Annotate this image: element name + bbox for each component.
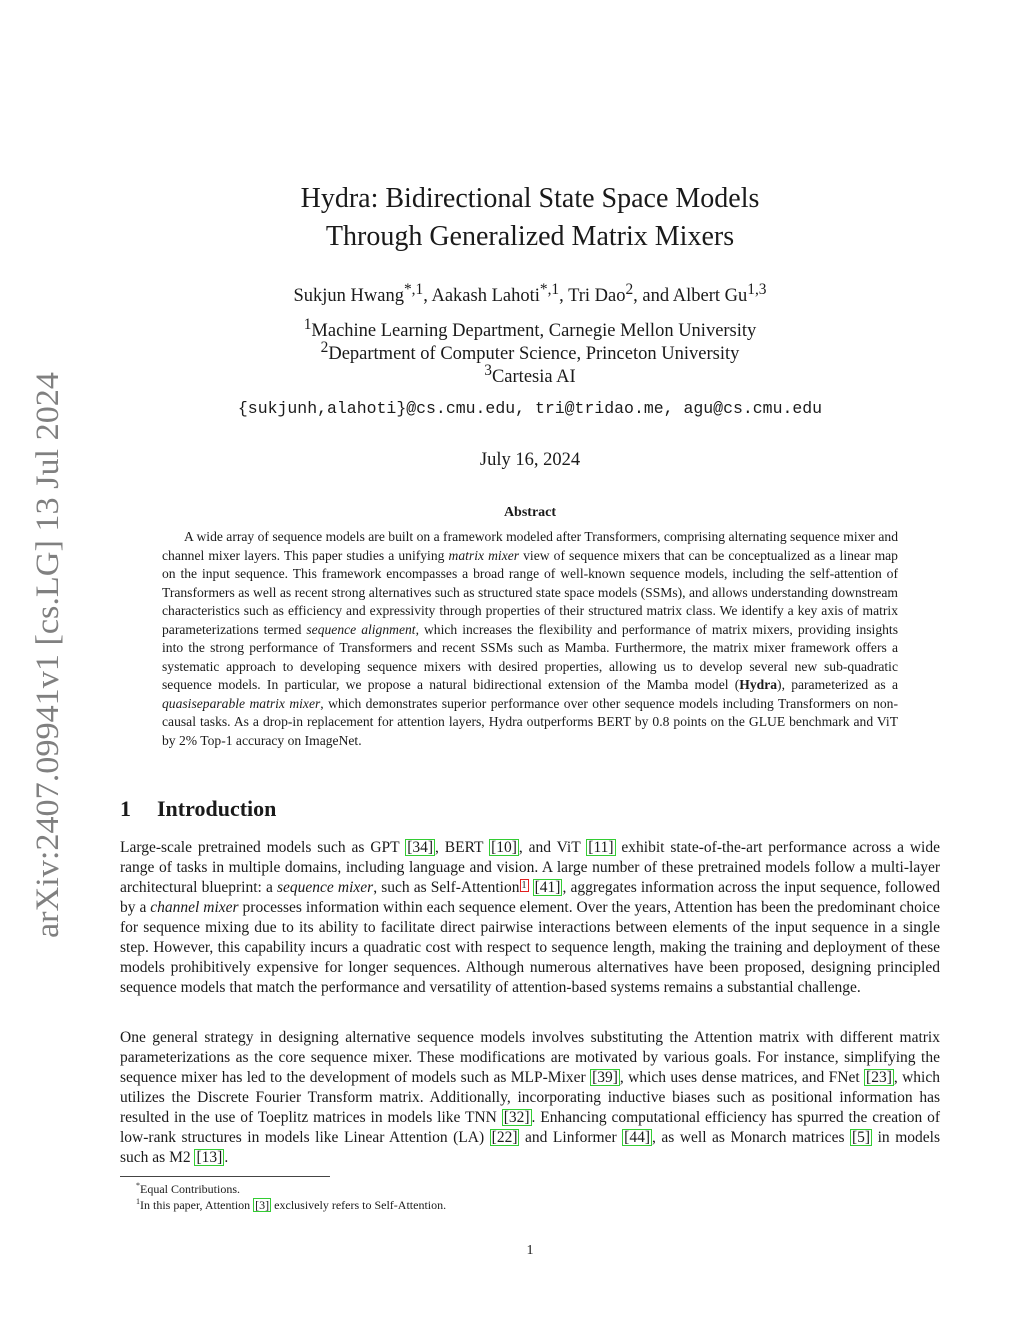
- citation-link[interactable]: [34]: [407, 839, 434, 856]
- footnote-divider: [120, 1176, 330, 1177]
- title-line-1: Hydra: Bidirectional State Space Models: [300, 183, 760, 214]
- emphasis: channel mixer: [150, 899, 239, 916]
- citation-link[interactable]: [22]: [491, 1129, 518, 1146]
- footnote-item: $^1$In this paper, Attention [3] exclusively refers to Self-Attention.: [136, 1197, 447, 1212]
- author-affiliation-mark: *,1: [403, 280, 424, 298]
- emphasis: sequence alignment: [306, 621, 416, 637]
- citation-link[interactable]: [3]: [255, 1198, 270, 1212]
- author-name: Aakash Lahoti: [431, 286, 540, 306]
- title-line-2: Through Generalized Matrix Mixers: [325, 221, 735, 252]
- publication-date: July 16, 2024: [479, 450, 581, 470]
- citation-link[interactable]: [39]: [592, 1069, 618, 1086]
- section-title: Introduction: [157, 796, 277, 821]
- citation-link[interactable]: [10]: [491, 839, 517, 856]
- citation-link[interactable]: [44]: [624, 1129, 650, 1146]
- affiliation-line: $^3$Cartesia AI: [484, 361, 576, 387]
- author-affiliation-mark: 1,3: [747, 280, 767, 298]
- author-list: Sukjun Hwang$^{*,1}$, Aakash Lahoti$^{*,1}$, Tri Dao$^2$, and Albert Gu$^{1,3}$: [293, 280, 767, 306]
- section-number: 1: [120, 796, 131, 821]
- footnotes: [136, 1181, 446, 1213]
- author-name: Sukjun Hwang: [293, 286, 404, 306]
- author-emails: {sukjunh,alahoti}@cs.cmu.edu, tri@tridao.me, agu@cs.cmu.edu: [237, 399, 823, 418]
- citation-link[interactable]: [41]: [534, 879, 561, 896]
- footnote-link[interactable]: 1: [521, 880, 527, 891]
- arxiv-stamp-text: arXiv:2407.09941v1 [cs.LG] 13 Jul 2024: [30, 391, 66, 938]
- citation-link[interactable]: [32]: [503, 1109, 530, 1126]
- author-name: Albert Gu: [672, 286, 748, 306]
- abstract-heading: Abstract: [503, 505, 557, 520]
- section-heading: [120, 794, 276, 824]
- author-affiliation-mark: 2: [625, 280, 634, 298]
- author-affiliation-mark: *,1: [539, 280, 560, 298]
- citation-link[interactable]: [13]: [196, 1149, 223, 1166]
- emphasis: quasiseparable matrix mixer: [162, 695, 321, 711]
- affiliation-line: $^2$Department of Computer Science, Princeton University: [320, 338, 740, 364]
- intro-paragraph-2: One general strategy in designing alternative sequence models involves substituting the Attention matrix with different matrix parameterizations as the core sequence mixer. These modifications are motivated by various goals. For instance, simplifying the sequence mixer has led to the development of models such as MLP-Mixer [39] , which uses dense matrices, and FNet [23] , which utilizes the Discrete Fourier Transform matrix. Additionally, incorporating inductive biases such as positional information has resulted in the use of Toeplitz matrices in models like TNN [32] . Enhancing computational efficiency has spurred the creation of low-rank structures in models like Linear Attention (LA) [22] and Linformer [44] , as well as Monarch matrices [5] in models such as M2 [13] .: [120, 1029, 940, 1166]
- model-name-bold: Hydra: [739, 677, 778, 692]
- author-name: Tri Dao: [568, 286, 626, 306]
- affiliation-line: $^1$Machine Learning Department, Carnegie Mellon University: [303, 315, 757, 341]
- abstract-body: A wide array of sequence models are built on a framework modeled after Transformers, comprising alternating sequence mixer and channel mixer layers. This paper studies a unifying matrix mixer view of sequence mixers that can be conceptualized as a linear map on the input sequence. This framework encompasses a broad range of well-known sequence models, including the self-attention of Transformers as well as recent strong alternatives such as structured state space models (SSMs), and allows understanding downstream characteristics such as efficiency and expressivity through properties of their structured matrix class. We identify a key axis of matrix parameterizations termed sequence alignment, which increases the flexibility and performance of matrix mixers, providing insights into the strong performance of Transformers and recent SSMs such as Mamba. Furthermore, the matrix mixer framework offers a systematic approach to developing sequence mixers with desired properties, allowing us to develop several new sub-quadratic sequence models. In particular, we propose a natural bidirectional extension of the Mamba model (Hydra), parameterized as a quasiseparable matrix mixer, which demonstrates superior performance over other sequence models including Transformers on non-causal tasks. As a drop-in replacement for attention layers, Hydra outperforms BERT by 0.8 points on the GLUE benchmark and ViT by 2% Top-1 accuracy on ImageNet.: [162, 529, 898, 748]
- paper-title: [170, 180, 890, 256]
- emphasis: matrix mixer: [448, 547, 520, 563]
- emphasis: sequence mixer: [276, 879, 374, 896]
- affiliation-list: [170, 315, 890, 389]
- intro-paragraph-1: Large-scale pretrained models such as GPT [34] , BERT [10] , and ViT [11] exhibit state-of-the-art performance across a wide range of tasks in multiple domains, including language and vision. A large number of these pretrained models follow a multi-layer architectural blueprint: a sequence mixer, such as Self-Attention 1 [41] , aggregates information across the input sequence, followed by a channel mixer processes information within each sequence element. Over the years, Attention has been the predominant choice for sequence mixing due to its ability to facilitate direct pairwise interactions between elements of the input sequence in a single step. However, this capability incurs a quadratic cost with respect to sequence length, making the training and deployment of these models prohibitively expensive for longer sequences. Although numerous alternatives have been proposed, designing principled sequence models that match the performance and versatility of attention-based systems remains a substantial challenge.: [120, 839, 941, 996]
- citation-link[interactable]: [23]: [866, 1069, 892, 1086]
- citation-link[interactable]: [11]: [588, 839, 614, 856]
- arxiv-identifier-stamp: [28, 370, 68, 940]
- page-number: 1: [526, 1243, 534, 1258]
- footnote-item: *Equal Contributions.: [136, 1181, 240, 1196]
- citation-link[interactable]: [5]: [852, 1129, 871, 1146]
